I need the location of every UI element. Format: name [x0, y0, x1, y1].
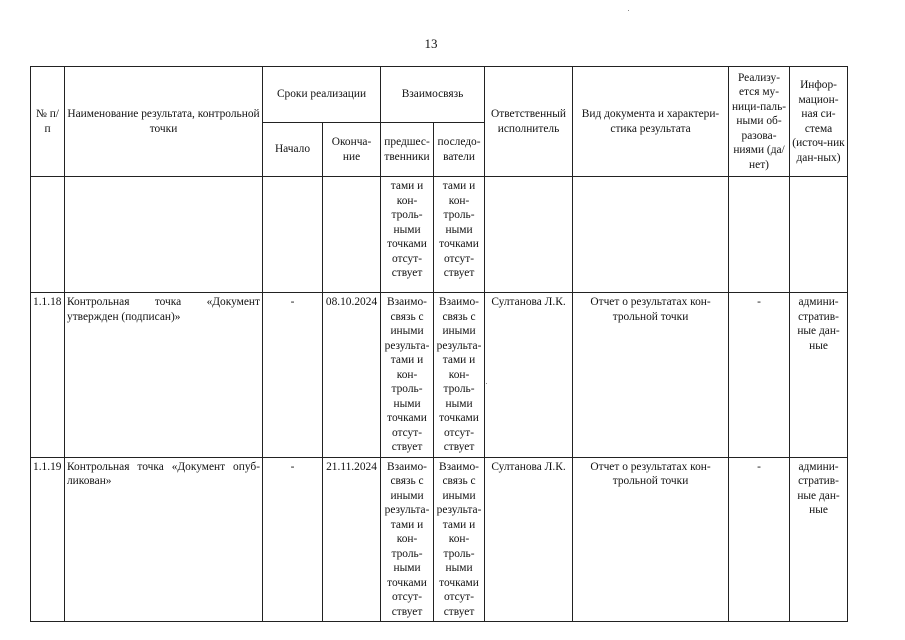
cell-municipal: - [729, 293, 790, 458]
header-doc-type: Вид документа и характери-стика результата [573, 67, 729, 177]
cell-end: 08.10.2024 [323, 293, 381, 458]
cell-predecessors: Взаимо-связь с иными результа-тами и кон-троль-ными точками отсут-ствует [381, 457, 434, 622]
header-num: № п/п [31, 67, 65, 177]
cell-responsible: Султанова Л.К. [485, 457, 573, 622]
cell-doc-type: Отчет о результатах кон-трольной точки [573, 293, 729, 458]
cell-municipal: - [729, 457, 790, 622]
header-responsible: Ответственный исполнитель [485, 67, 573, 177]
cell-start: - [263, 457, 323, 622]
cell-successors: тами и кон-троль-ными точками отсут-ствует [434, 177, 485, 293]
cell-empty [485, 177, 573, 293]
header-end: Оконча-ние [323, 123, 381, 177]
continuation-row [31, 177, 848, 293]
cell-empty [263, 177, 323, 293]
cell-empty [790, 177, 848, 293]
cell-info-system: админи-стратив-ные дан-ные [790, 293, 848, 458]
cell-info-system: админи-стратив-ные дан-ные [790, 457, 848, 622]
cell-empty [65, 177, 263, 293]
cell-predecessors: тами и кон-троль-ными точками отсут-ствует [381, 177, 434, 293]
header-info-system: Инфор-мацион-ная си-стема (источ-ник дан-ных) [790, 67, 848, 177]
table-row [31, 457, 848, 622]
cell-responsible: Султанова Л.К. [485, 293, 573, 458]
cell-successors: Взаимо-связь с иными результа-тами и кон-троль-ными точками отсут-ствует [434, 457, 485, 622]
cell-empty [323, 177, 381, 293]
cell-end: 21.11.2024 [323, 457, 381, 622]
cell-name: Контрольная точка «Документ опуб-ликован» [65, 457, 263, 622]
table-row [31, 293, 848, 458]
cell-empty [573, 177, 729, 293]
scan-speck [486, 383, 487, 384]
header-terms: Сроки реализации [263, 67, 381, 123]
header-relation: Взаимосвязь [381, 67, 485, 123]
cell-empty [31, 177, 65, 293]
header-municipal: Реализу-ется му-ници-паль-ными об-разова-ниями (да/нет) [729, 67, 790, 177]
cell-empty [729, 177, 790, 293]
page-number: 13 [424, 36, 438, 51]
header-predecessors: предшес-твенники [381, 123, 434, 177]
scan-speck [628, 10, 629, 11]
cell-predecessors: Взаимо-связь с иными результа-тами и кон-троль-ными точками отсут-ствует [381, 293, 434, 458]
header-successors: последо-ватели [434, 123, 485, 177]
cell-num: 1.1.19 [31, 457, 65, 622]
cell-successors: Взаимо-связь с иными результа-тами и кон-троль-ными точками отсут-ствует [434, 293, 485, 458]
cell-name: Контрольная точка «Документ утвержден (подписан)» [65, 293, 263, 458]
cell-start: - [263, 293, 323, 458]
cell-doc-type: Отчет о результатах кон-трольной точки [573, 457, 729, 622]
cell-num: 1.1.18 [31, 293, 65, 458]
header-row-1 [31, 67, 848, 123]
header-name: Наименование результата, контрольной точки [65, 67, 263, 177]
results-table [30, 66, 848, 622]
header-start: Начало [263, 123, 323, 177]
